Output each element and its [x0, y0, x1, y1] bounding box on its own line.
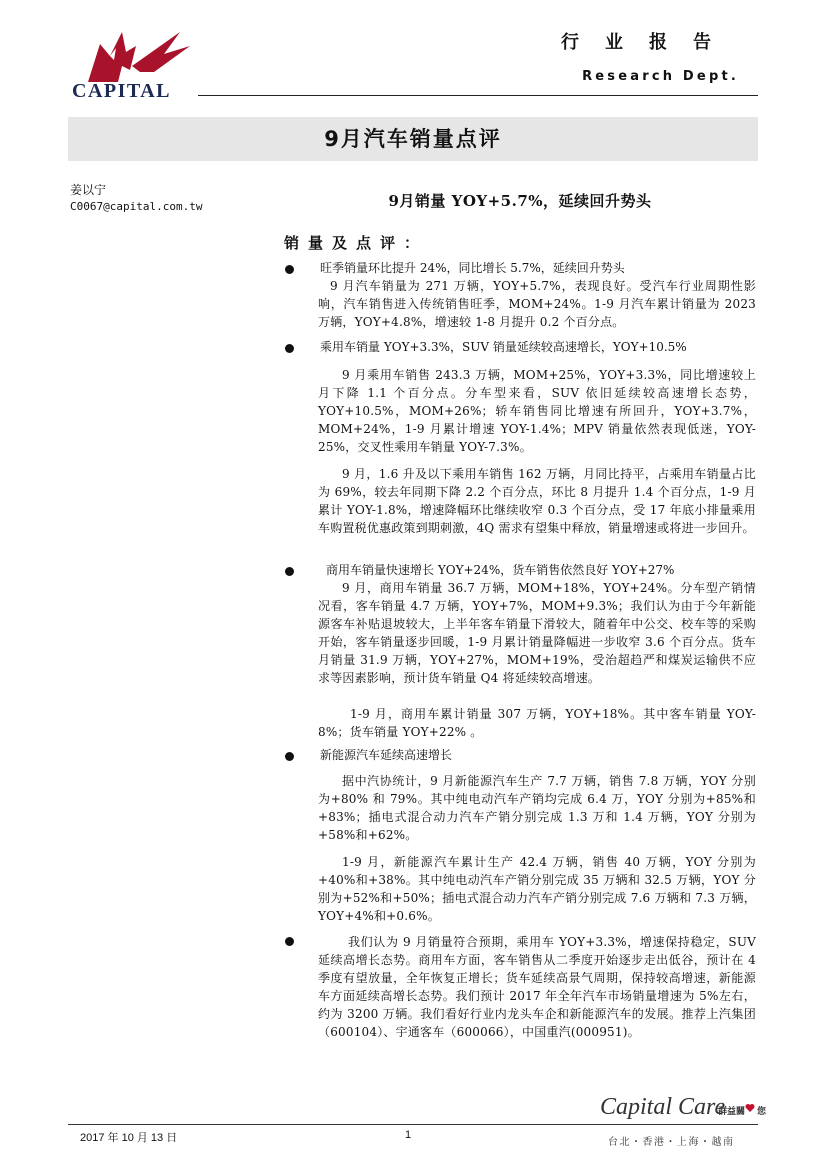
footer-date: 2017 年 10 月 13 日: [80, 1132, 178, 1144]
footer-slogan: [718, 1104, 766, 1117]
bullet-icon: [285, 752, 294, 761]
page-title: 9月汽车销量点评: [324, 127, 502, 151]
brand-name: CAPITAL: [72, 80, 172, 102]
bullet-icon: [285, 937, 294, 946]
bullet-icon: [285, 265, 294, 274]
bullet-title: 旺季销量环比提升 24%，同比增长 5.7%，延续回升势头: [320, 261, 625, 275]
title-band: [68, 117, 758, 161]
author-name: 姜以宁: [70, 183, 107, 197]
bullet-title: 新能源汽车延续高速增长: [320, 748, 453, 762]
slogan-right: 您: [757, 1107, 767, 1117]
body-paragraph: 1-9 月，商用车累计销量 307 万辆，YOY+18%。其中客车销量 YOY-8%；货车销量 YOY+22% 。: [318, 707, 756, 739]
heart-icon: [745, 1103, 755, 1113]
body-paragraph: 9 月，商用车销量 36.7 万辆，MOM+18%，YOY+24%。分车型产销情况看，客车销量 4.7 万辆，YOY+7%，MOM+9.3%；我们认为由于今年新能源客车补贴退坡较大，上半年客车销量下滑较大，随着年中公交、校车等的采购开始，客车销量逐步回暖，1-9 月累计销量降幅进一步收窄 3.6 个百分点。货车月销量 31.9 万辆，YOY+27%，MOM+19%，受治超趋严和煤炭运输供不应求等因素影响，预计货车销量 Q4 将延续较高增速。: [318, 581, 756, 685]
body-paragraph: 9 月乘用车销售 243.3 万辆，MOM+25%，YOY+3.3%，同比增速较上月下降 1.1 个百分点。分车型来看，SUV 依旧延续较高速增长态势，YOY+10.5%，MOM+26%；轿车销售同比增速有所回升，YOY+3.7%，MOM+24%，1-9 月累计增速 YOY-1.4%；MPV 销量依然表现低迷，YOY-25%，交叉性乘用车销量 YOY-7.3%。: [318, 368, 756, 454]
department-label: Research Dept.: [582, 69, 739, 84]
body-paragraph: 9 月汽车销量为 271 万辆，YOY+5.7%，表现良好。受汽车行业周期性影响，汽车销售进入传统销售旺季，MOM+24%。1-9 月汽车累计销量为 2023 万辆，YOY+4.8%，增速较 1-8 月提升 0.2 个百分点。: [318, 279, 756, 329]
bullet-icon: [285, 344, 294, 353]
report-subtitle: 9月销量 YOY+5.7%，延续回升势头: [388, 192, 652, 210]
body-paragraph: 1-9 月，新能源汽车累计生产 42.4 万辆，销售 40 万辆，YOY 分别为+40%和+38%。其中纯电动汽车产销分别完成 35 万辆和 32.5 万辆，YOY 分别为+52%和+50%；插电式混合动力汽车产销分别完成 7.6 万辆和 7.3 万辆，YOY+4%和+0.6%。: [318, 855, 756, 923]
header-divider: [198, 95, 758, 96]
report-type: 行业报告: [561, 32, 737, 53]
eagle-icon: [70, 26, 198, 86]
body-paragraph: 我们认为 9 月销量符合预期，乘用车 YOY+3.3%，增速保持稳定，SUV 延续高增长态势。商用车方面，客车销售从二季度开始逐步走出低谷，预计在 4 季度有望放量，全年恢复正增长；货车延续高景气周期，保持较高增速，新能源车方面延续高增长态势。我们预计 2017 年全年汽车市场销量增速为 5%左右，约为 3200 万辆。我们看好行业内龙头车企和新能源汽车的发展。推荐上汽集团（600104）、宇通客车（600066），中国重汽(000951)。: [318, 935, 756, 1039]
footer-divider: [68, 1124, 758, 1125]
footer-brand: Capital Care: [600, 1094, 726, 1120]
footer-cities: 台北・香港・上海・越南: [608, 1137, 735, 1148]
page-number: 1: [405, 1129, 412, 1141]
author-email[interactable]: C0067@capital.com.tw: [70, 200, 203, 213]
body-paragraph: 9 月，1.6 升及以下乘用车销售 162 万辆，月同比持平，占乘用车销量占比为 69%，较去年同期下降 2.2 个百分点，环比 8 月提升 1.4 个百分点，1-9 月累计 YOY-1.8%，增速降幅环比继续收窄 0.3 个百分点，受 17 年底小排量乘用车购置税优惠政策到期刺激，4Q 需求有望集中释放，销量增速或将进一步回升。: [318, 467, 756, 535]
body-paragraph: 据中汽协统计，9 月新能源汽车生产 7.7 万辆，销售 7.8 万辆，YOY 分别为+80% 和 79%。其中纯电动汽车产销均完成 6.4 万，YOY 分别为+85%和+83%；插电式混合动力汽车产销分别完成 1.3 万和 1.4 万辆，YOY 分别为+58%和+62%。: [318, 774, 756, 842]
bullet-title: 乘用车销量 YOY+3.3%，SUV 销量延续较高速增长，YOY+10.5%: [320, 340, 687, 354]
section-heading: 销量及点评：: [284, 234, 429, 252]
slogan-left: 群益關: [718, 1107, 746, 1117]
bullet-icon: [285, 567, 294, 576]
bullet-title: 商用车销量快速增长 YOY+24%，货车销售依然良好 YOY+27%: [326, 563, 675, 577]
